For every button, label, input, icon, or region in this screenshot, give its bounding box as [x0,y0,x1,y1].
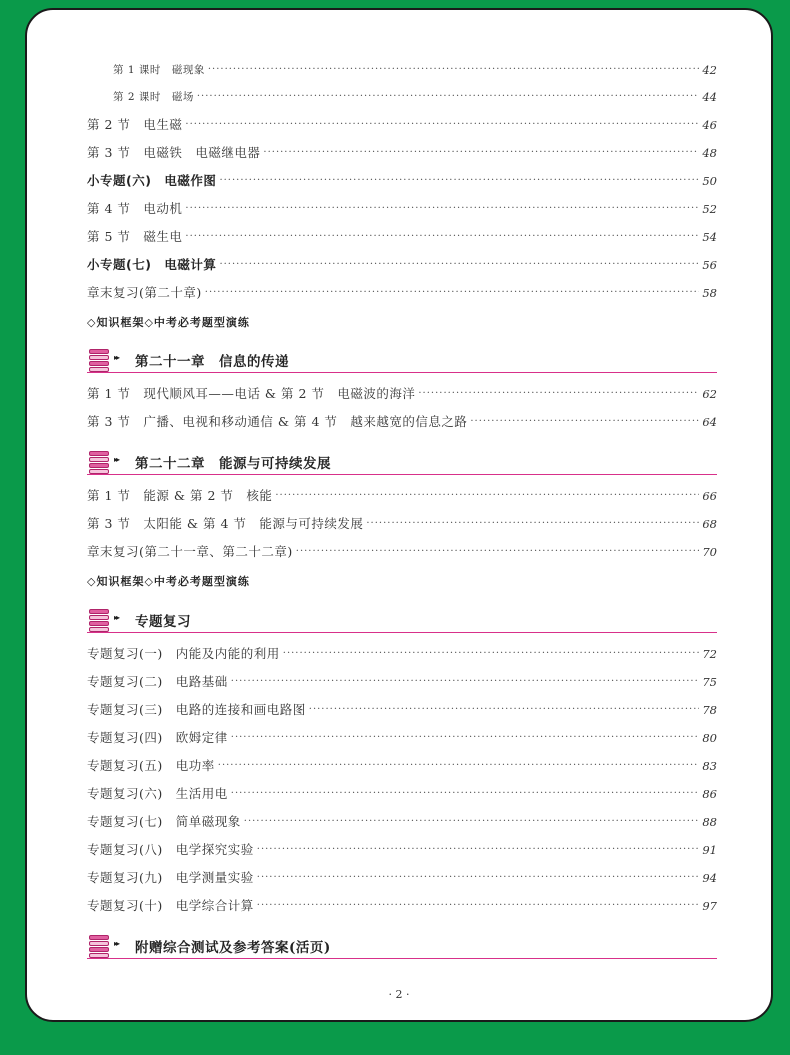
framework-label: ◇知识框架◇中考必考题型演练 [87,575,250,588]
entry-title: 小专题(七) 电磁计算 [87,257,217,272]
entry-title: 专题复习(三) 电路的连接和画电路图 [87,702,306,717]
toc-entry[interactable] [87,285,717,301]
toc-entry[interactable] [87,730,717,746]
toc-entry[interactable] [87,758,717,774]
leader-dots [219,257,699,273]
leader-dots [257,898,700,914]
entry-page: 72 [702,647,717,661]
entry-page: 97 [702,899,717,913]
entry-title: 章末复习(第二十章) [87,285,202,300]
toc-entry[interactable] [87,870,717,886]
entry-page: 50 [702,174,717,188]
chapter-header [87,450,717,475]
chapter-title: 第二十二章 能源与可持续发展 [135,456,331,472]
toc-entry[interactable] [87,414,717,430]
toc-entry[interactable] [87,674,717,690]
chapter-title: 第二十一章 信息的传递 [135,354,289,370]
leader-dots [219,173,699,189]
double-arrow-icon: ▸▸ [114,455,119,464]
entry-page: 78 [702,703,717,717]
entry-page: 42 [702,63,717,77]
entry-title: 专题复习(六) 生活用电 [87,786,228,801]
entry-page: 66 [702,489,717,503]
entry-page: 75 [702,675,717,689]
leader-dots [185,201,699,217]
entry-page: 56 [702,258,717,272]
double-arrow-icon: ▸▸ [114,613,119,622]
entry-page: 94 [702,871,717,885]
toc-page [25,8,773,1022]
chapter-title: 附赠综合测试及参考答案(活页) [135,940,331,956]
leader-dots [231,730,700,746]
toc-entry[interactable] [87,229,717,245]
toc-entry-topic[interactable] [87,173,717,189]
leader-dots [208,62,700,78]
toc-entry[interactable] [87,702,717,718]
page-number: · 2 · [388,988,410,1001]
leader-dots [263,145,699,161]
toc-entry[interactable] [87,386,717,402]
leader-dots [231,786,700,802]
toc-entry[interactable] [87,201,717,217]
leader-dots [231,674,700,690]
entry-page: 70 [702,545,717,559]
entry-title: 第 4 节 电动机 [87,201,183,216]
entry-title: 第 2 节 电生磁 [87,117,183,132]
leader-dots [283,646,700,662]
toc-entry[interactable] [87,117,717,133]
chapter-header [87,608,717,633]
double-arrow-icon: ▸▸ [114,939,119,948]
entry-title: 第 3 节 电磁铁 电磁继电器 [87,145,261,160]
toc-entry[interactable] [87,516,717,532]
leader-dots [470,414,699,430]
entry-title: 第 2 课时 磁场 [113,91,194,103]
entry-title: 专题复习(十) 电学综合计算 [87,898,254,913]
leader-dots [309,702,700,718]
toc-entry[interactable] [87,62,717,78]
entry-title: 章末复习(第二十一章、第二十二章) [87,544,293,559]
entry-title: 专题复习(一) 内能及内能的利用 [87,646,280,661]
entry-page: 52 [702,202,717,216]
toc-entry[interactable] [87,842,717,858]
double-arrow-icon: ▸▸ [114,353,119,362]
leader-dots [197,89,700,105]
leader-dots [185,117,699,133]
entry-page: 62 [702,387,717,401]
toc-entry[interactable] [87,898,717,914]
entry-title: 专题复习(五) 电功率 [87,758,215,773]
toc-entry-topic[interactable] [87,257,717,273]
toc-entry[interactable] [87,814,717,830]
entry-title: 第 1 节 现代顺风耳——电话 & 第 2 节 电磁波的海洋 [87,386,416,401]
toc-entry[interactable] [87,89,717,105]
chapter-header [87,348,717,373]
entry-title: 第 3 节 太阳能 & 第 4 节 能源与可持续发展 [87,516,364,531]
book-stack-icon [87,450,113,474]
entry-page: 86 [702,787,717,801]
book-stack-icon [87,608,113,632]
entry-page: 68 [702,517,717,531]
entry-title: 小专题(六) 电磁作图 [87,173,217,188]
leader-dots [257,870,700,886]
toc-entry[interactable] [87,786,717,802]
entry-page: 88 [702,815,717,829]
toc-entry[interactable] [87,544,717,560]
chapter-header [87,934,717,959]
leader-dots [218,758,700,774]
toc-entry[interactable] [87,488,717,504]
toc-entry[interactable] [87,145,717,161]
entry-page: 44 [702,90,717,104]
leader-dots [275,488,699,504]
entry-page: 54 [702,230,717,244]
entry-title: 专题复习(二) 电路基础 [87,674,228,689]
leader-dots [257,842,700,858]
chapter-title: 专题复习 [135,614,191,630]
book-stack-icon [87,348,113,372]
entry-title: 专题复习(八) 电学探究实验 [87,842,254,857]
book-stack-icon [87,934,113,958]
entry-title: 第 3 节 广播、电视和移动通信 & 第 4 节 越来越宽的信息之路 [87,414,468,429]
leader-dots [244,814,700,830]
entry-title: 专题复习(七) 简单磁现象 [87,814,241,829]
entry-page: 46 [702,118,717,132]
entry-title: 第 1 节 能源 & 第 2 节 核能 [87,488,273,503]
entry-page: 83 [702,759,717,773]
entry-page: 64 [702,415,717,429]
leader-dots [366,516,699,532]
framework-label: ◇知识框架◇中考必考题型演练 [87,316,250,329]
entry-title: 专题复习(九) 电学测量实验 [87,870,254,885]
entry-page: 48 [702,146,717,160]
leader-dots [296,544,700,560]
leader-dots [205,285,700,301]
entry-title: 第 5 节 磁生电 [87,229,183,244]
entry-page: 91 [702,843,717,857]
entry-title: 第 1 课时 磁现象 [113,64,205,76]
entry-page: 58 [702,286,717,300]
entry-page: 80 [702,731,717,745]
entry-title: 专题复习(四) 欧姆定律 [87,730,228,745]
leader-dots [418,386,699,402]
leader-dots [185,229,699,245]
toc-entry[interactable] [87,646,717,662]
